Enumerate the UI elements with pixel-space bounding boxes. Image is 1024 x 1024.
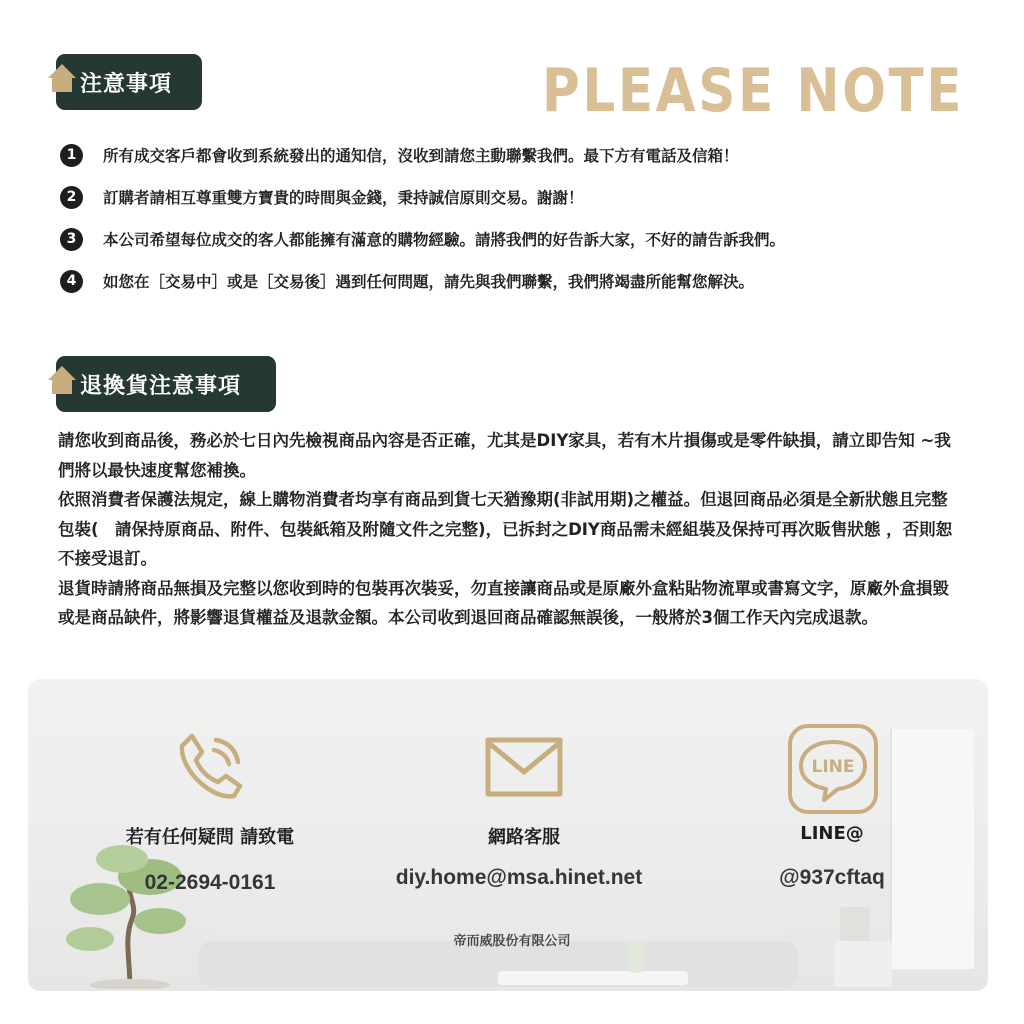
house-icon — [46, 62, 78, 94]
phone-number[interactable]: 02-2694-0161 — [144, 871, 276, 894]
policy-paragraph: 請您收到商品後，務必於七日內先檢視商品內容是否正確，尤其是DIY家具，若有木片損傷或是零件缺損，請立即告知 ~我們將以最快速度幫您補換。 — [58, 431, 951, 480]
number-badge: 2 — [60, 186, 83, 209]
return-section-header — [46, 356, 276, 412]
return-section-title: 退換貨注意事項 — [80, 373, 242, 399]
line-icon — [786, 722, 880, 816]
note-text: 如您在［交易中］或是［交易後］遇到任何問題，請先與我們聯繫，我們將竭盡所能幫您解決。 — [103, 273, 755, 291]
please-note-banner: PLEASE NOTE — [542, 56, 965, 126]
notes-section-title: 注意事項 — [80, 71, 173, 97]
phone-icon — [172, 728, 248, 804]
background-table — [498, 971, 688, 985]
number-badge: 3 — [60, 228, 83, 251]
note-text: 本公司希望每位成交的客人都能擁有滿意的購物經驗。請將我們的好告訴大家，不好的請告訴我們。 — [103, 231, 786, 249]
phone-label: 若有任何疑問 請致電 — [125, 827, 295, 848]
company-name: 帝而威股份有限公司 — [453, 934, 571, 949]
policy-paragraph: 退貨時請將商品無損及完整以您收到時的包裝再次裝妥，勿直接讓商品或是原廠外盒粘貼物流單或書寫文字，原廠外盒損毀或是商品缺件，將影響退貨權益及退款金額。本公司收到退回商品確認無誤後，一般將於3個工作天內完成退款。 — [58, 578, 949, 627]
list-item — [60, 176, 960, 218]
bonsai-plant-image — [60, 839, 200, 989]
list-item — [60, 218, 960, 260]
list-item — [60, 134, 960, 176]
line-label: LINE@ — [800, 823, 864, 844]
note-text: 訂購者請相互尊重雙方寶貴的時間與金錢，秉持誠信原則交易。謝謝！ — [103, 189, 584, 207]
email-address[interactable]: diy.home@msa.hinet.net — [395, 866, 643, 889]
return-policy-text — [58, 426, 958, 633]
notes-section-header — [46, 54, 202, 110]
line-id[interactable]: @937cftaq — [779, 866, 885, 889]
note-text: 所有成交客戶都會收到系統發出的通知信，沒收到請您主動聯繫我們。最下方有電話及信箱！ — [103, 147, 739, 165]
list-item — [60, 260, 960, 302]
mail-icon — [484, 736, 564, 800]
policy-paragraph: 依照消費者保護法規定，線上購物消費者均享有商品到貨七天猶豫期(非試用期)之權益。但退回商品必須是全新狀態且完整包裝( 請保持原商品、附件、包裝紙箱及附隨文件之完整)，已拆封之DIY商品需未經組裝及保持可再次販售狀態 ，否則恕不接受退訂。 — [58, 490, 953, 568]
house-icon — [46, 364, 78, 396]
notes-list — [60, 134, 960, 302]
email-label: 網路客服 — [488, 827, 560, 848]
line-icon-text: LINE — [811, 757, 855, 777]
number-badge: 1 — [60, 144, 83, 167]
number-badge: 4 — [60, 270, 83, 293]
